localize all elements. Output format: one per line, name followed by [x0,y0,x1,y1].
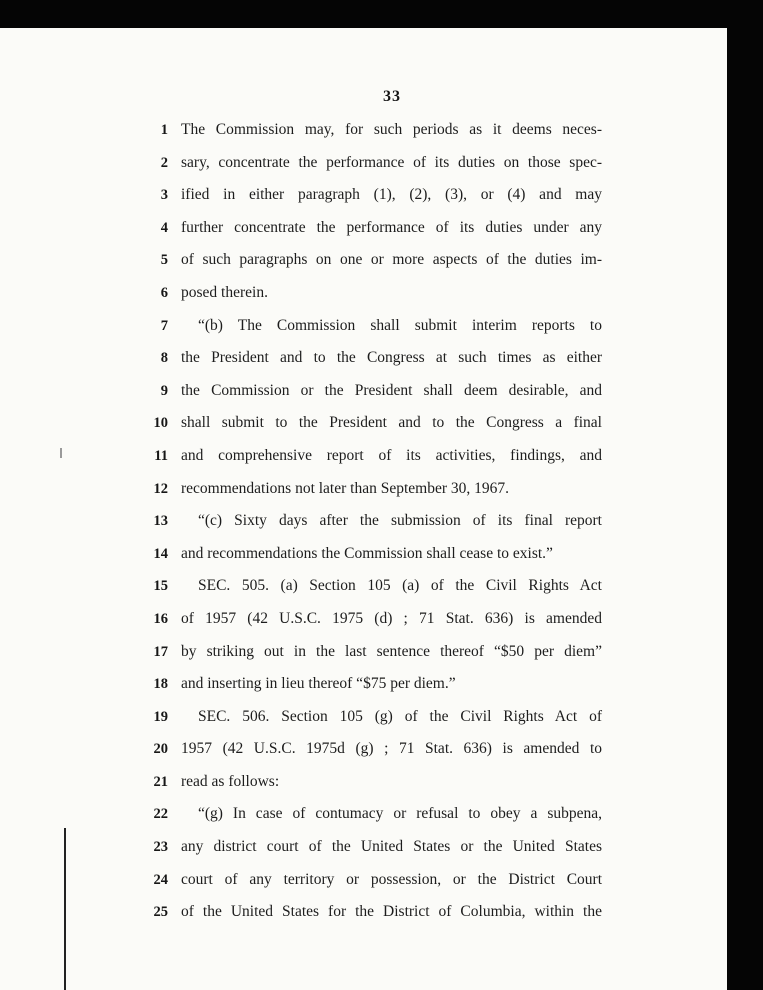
line-number: 25 [153,904,168,921]
text-lines-container [144,114,602,929]
line-text: of such paragraphs on one or more aspects of the duties im- [181,251,602,269]
text-line [144,179,602,212]
line-text: ified in either paragraph (1), (2), (3), or (4) and may [181,186,602,204]
line-number: 20 [153,741,168,758]
line-number: 19 [153,708,168,725]
line-number: 5 [160,252,168,269]
line-number: 23 [153,839,168,856]
line-text: sary, concentrate the performance of its duties on those spec- [181,153,602,171]
text-line [144,407,602,440]
text-line [144,733,602,766]
line-number: 17 [153,643,168,660]
line-text: “(b) The Commission shall submit interim reports to [198,316,602,334]
line-number: 21 [153,773,168,790]
line-text: of the United States for the District of Columbia, within the [181,903,602,921]
line-number: 12 [153,480,168,497]
text-line [144,701,602,734]
line-text: read as follows: [181,772,280,790]
text-line [144,864,602,897]
line-number: 14 [153,545,168,562]
page-number: 33 [383,88,401,105]
line-text: shall submit to the President and to the Congress a final [181,414,602,432]
line-number: 8 [160,350,168,367]
line-text: “(c) Sixty days after the submission of its final report [198,512,602,530]
line-number: 2 [160,154,168,171]
line-text: and inserting in lieu thereof “$75 per diem.” [181,675,456,693]
text-line [144,375,602,408]
line-number: 7 [160,317,168,334]
line-text: the Commission or the President shall deem desirable, and [181,381,602,399]
line-text: 1957 (42 U.S.C. 1975d (g) ; 71 Stat. 636) is amended to [181,740,602,758]
text-line [144,147,602,180]
line-text: and recommendations the Commission shall cease to exist.” [181,544,553,562]
text-line [144,473,602,506]
text-line [144,310,602,343]
line-text: by striking out in the last sentence thereof “$50 per diem” [181,642,602,660]
text-line [144,636,602,669]
line-text: posed therein. [181,283,268,301]
text-line [144,831,602,864]
text-line [144,342,602,375]
line-number: 22 [153,806,168,823]
line-text: “(g) In case of contumacy or refusal to obey a subpena, [198,805,602,823]
line-number: 18 [153,676,168,693]
scan-artifact-top-bar [0,0,763,28]
line-number: 15 [153,578,168,595]
text-line [144,440,602,473]
line-text: any district court of the United States or the United States [181,838,602,856]
line-number: 4 [160,219,168,236]
line-text: of 1957 (42 U.S.C. 1975 (d) ; 71 Stat. 636) is amended [181,609,602,627]
line-text: The Commission may, for such periods as it deems neces- [181,121,602,138]
text-line [144,538,602,571]
text-line [144,212,602,245]
line-text: SEC. 505. (a) Section 105 (a) of the Civil Rights Act [198,577,602,595]
text-line [144,766,602,799]
line-text: further concentrate the performance of its duties under any [181,218,602,236]
line-number: 6 [160,284,168,301]
line-number: 10 [153,415,168,432]
line-number: 1 [160,122,168,138]
line-number: 3 [160,187,168,204]
text-line [144,277,602,310]
scan-artifact-left-tick [60,448,62,458]
line-number: 13 [153,513,168,530]
text-line [144,505,602,538]
line-number: 16 [153,610,168,627]
text-line [144,114,602,147]
line-number: 9 [160,382,168,399]
line-number: 11 [154,447,168,464]
scan-artifact-right-bar [727,0,763,990]
scan-artifact-left-line [64,828,66,990]
line-text: recommendations not later than September 30, 1967. [181,479,509,497]
text-line [144,603,602,636]
text-line [144,244,602,277]
text-line [144,798,602,831]
line-text: the President and to the Congress at such times as either [181,349,602,367]
line-text: SEC. 506. Section 105 (g) of the Civil Rights Act of [198,707,602,725]
text-line [144,896,602,929]
line-number: 24 [153,871,168,888]
line-text: and comprehensive report of its activities, findings, and [181,446,602,464]
text-line [144,668,602,701]
line-text: court of any territory or possession, or the District Court [181,870,602,888]
text-line [144,570,602,603]
